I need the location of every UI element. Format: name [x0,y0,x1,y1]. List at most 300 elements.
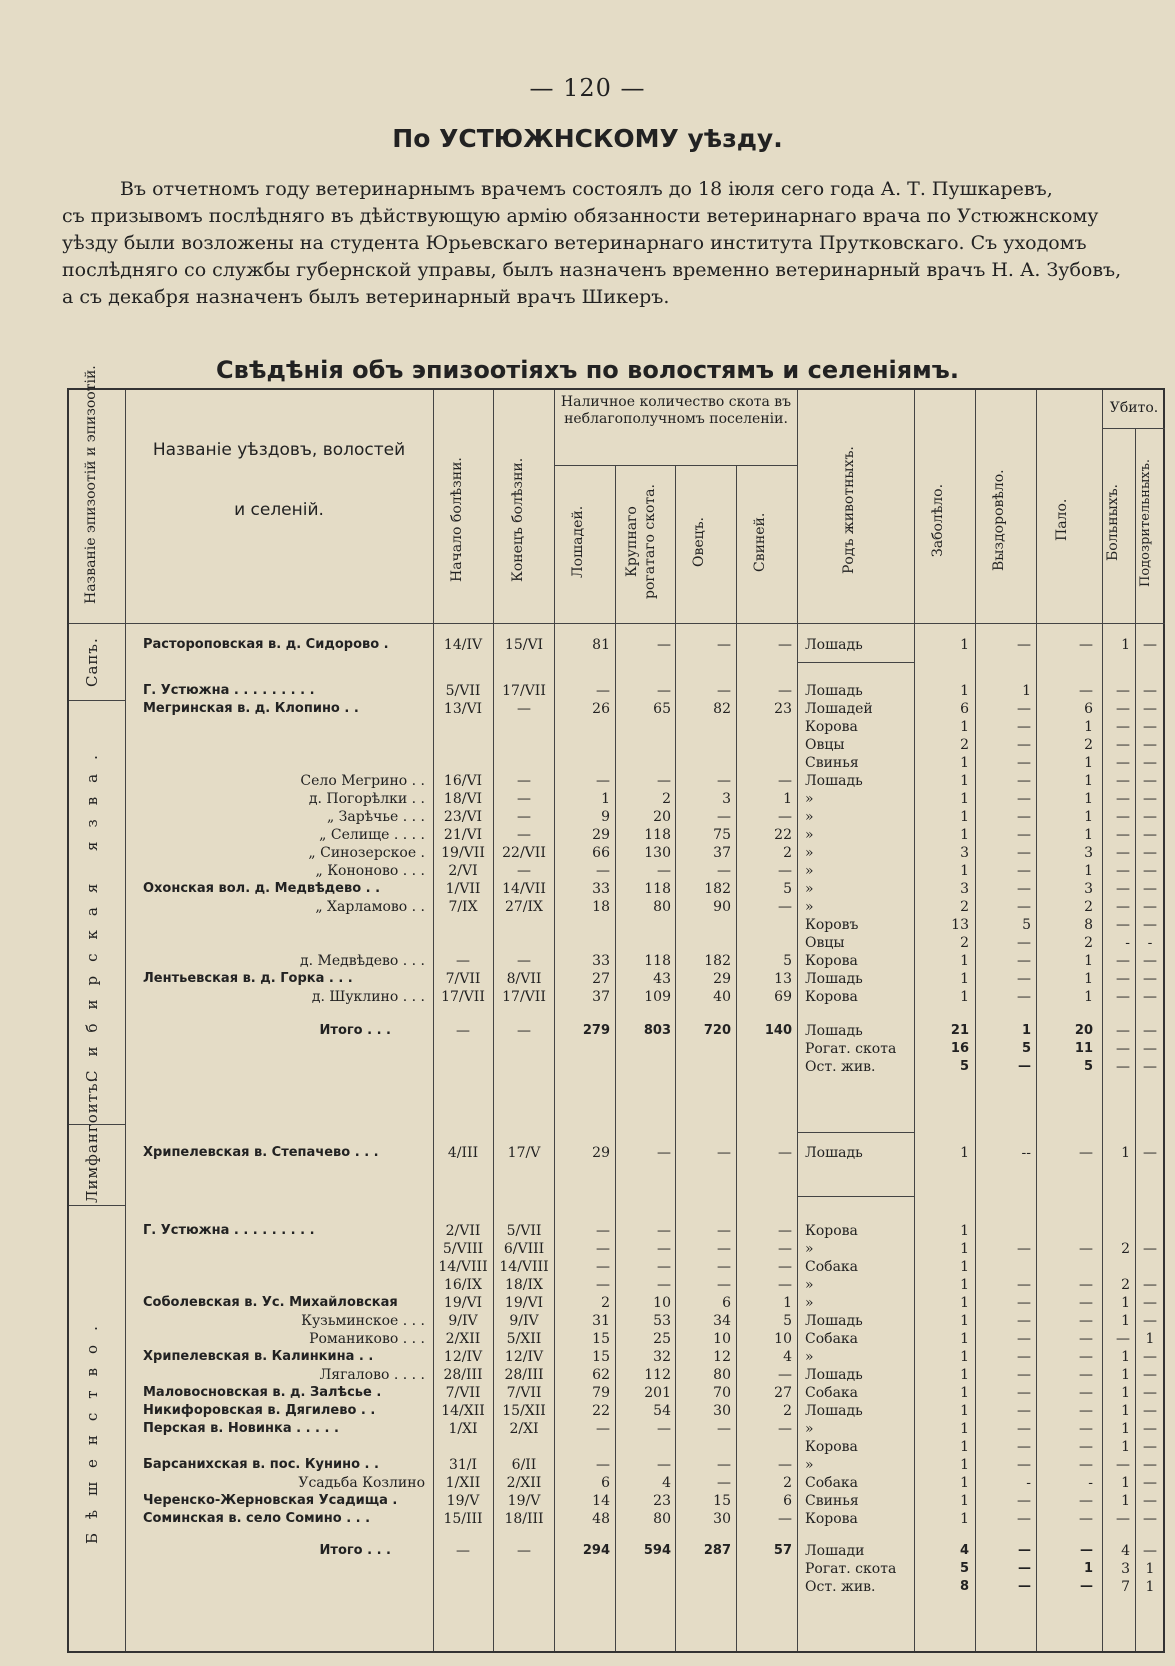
cell-end: — [517,827,531,843]
intro-line: а съ декабря назначенъ былъ ветеринарный врачъ Шикеръ. [62,286,670,308]
kind-divider [797,1196,914,1197]
cell-start: 16/VI [443,773,483,789]
cell-c: — [657,1241,671,1257]
cell-ill: 1 [960,1475,969,1491]
cell-p: — [778,809,792,825]
place-name: д. Шуклино . . . [311,989,425,1005]
cell-end: 14/VIII [499,1259,549,1275]
cell-ill: 1 [960,773,969,789]
cell-h: 81 [592,637,610,653]
cell-kind: Лошадь [805,1313,863,1329]
page-title: По УСТЮЖНСКОМУ уѣзду. [392,124,783,153]
cell-rec: — [1017,773,1031,789]
cell-susp: — [1143,791,1157,807]
cell-sick: 1 [1121,1349,1130,1365]
place-name: „ Селище . . . . [319,827,425,843]
cell-susp: — [1143,1421,1157,1437]
cell-died: 1 [1084,827,1093,843]
cell-start: 14/XII [441,1403,485,1419]
cell-susp: — [1143,719,1157,735]
cell-sick: — [1116,953,1130,969]
cell-start: 17/VII [441,989,485,1005]
cell-start: 14/VIII [438,1259,488,1275]
cell-ill: 1 [960,1145,969,1161]
cell-susp: — [1143,1543,1157,1559]
cell-sick: 2 [1121,1241,1130,1257]
cell-p: — [778,899,792,915]
cell-kind: » [805,809,814,825]
cell-rec: - [1026,1475,1031,1491]
total-label: Итого . . . [319,1543,391,1558]
header-epizootic: Названіе эпизоотій и эпизоотій. [83,365,99,604]
cell-kind: » [805,1421,814,1437]
cell-sick: — [1116,971,1130,987]
cell-s: 12 [713,1349,731,1365]
cell-s: — [717,1277,731,1293]
cell-died: — [1079,1457,1093,1473]
cell-kind: Коровъ [805,917,859,933]
intro-line: съ призывомъ послѣдняго въ дѣйствующую армію обязанности ветеринарнаго врача по Устюжнскому [62,205,1099,227]
cell-sick: 1 [1121,1145,1130,1161]
cell-kind: Корова [805,1223,858,1239]
cell-start: 16/IX [443,1277,483,1293]
header-horses: Лошадей. [570,505,586,579]
cell-p: — [778,637,792,653]
cell-rec: — [1017,1295,1031,1311]
cell-ill: 1 [960,791,969,807]
cell-h: 6 [601,1475,610,1491]
cell-sick: — [1116,701,1130,717]
cell-kind: » [805,899,814,915]
cell-s: — [717,1223,731,1239]
cell-susp: — [1143,863,1157,879]
place-name: Кузьминское . . . [301,1313,425,1329]
cell-died: - [1088,1475,1093,1491]
header-livestock-group: Наличное количество скота въ неблагополучномъ поселеніи. [560,394,792,427]
cell-sick: 1 [1121,1475,1130,1491]
col-divider [554,390,555,1651]
intro-line: уѣзду были возложены на студента Юрьевскаго ветеринарнаго института Прутковскаго. Съ уходомъ [62,232,1087,254]
cell-end: — [517,863,531,879]
cell-susp: — [1143,1475,1157,1491]
cell-p: 23 [774,701,792,717]
cell-died: 1 [1084,809,1093,825]
cell-s: 34 [713,1313,731,1329]
cell-end: 14/VII [502,881,546,897]
cell-kind: Корова [805,1439,858,1455]
cell-h: — [596,683,610,699]
cell-rec: — [1017,899,1031,915]
cell-kind: Корова [805,1511,858,1527]
place-name: д. Погорѣлки . . [308,791,425,807]
cell-p: 1 [783,791,792,807]
cell-kind: Собака [805,1259,859,1275]
cell-end: 8/VII [506,971,542,987]
cell-rec: — [1017,791,1031,807]
cell-h: 15 [592,1331,610,1347]
cell-p: 13 [774,971,792,987]
cell-susp: — [1143,1385,1157,1401]
cell-sick: 1 [1121,1385,1130,1401]
cell-s: 90 [713,899,731,915]
cell-susp: — [1143,1439,1157,1455]
cell-s: — [717,1145,731,1161]
cell-p: 1 [783,1295,792,1311]
cell-susp: — [1143,1367,1157,1383]
cell-ill: 1 [960,1241,969,1257]
cell-ill: 13 [951,917,969,933]
cell-rec: — [1017,1277,1031,1293]
place-name: Черенско-Жерновская Усадища . [143,1493,398,1508]
cell-s: 30 [713,1511,731,1527]
cell-susp: — [1143,683,1157,699]
cell-susp: — [1143,809,1157,825]
cell-susp: — [1143,971,1157,987]
cell-died: 1 [1084,719,1093,735]
page-number: — 120 — [529,74,646,102]
cell-ill: 1 [960,683,969,699]
cell-end: 17/V [507,1145,541,1161]
cell-s: — [717,773,731,789]
place-name: „ Кононово . . . [315,863,425,879]
cell-start: — [456,1543,470,1559]
cell-end: 15/VI [504,637,544,653]
header-sheep: Овецъ. [691,517,707,568]
group-divider [69,1205,125,1206]
cell-h: — [596,863,610,879]
cell-end: 17/VII [502,989,546,1005]
cell-sick: 1 [1121,1493,1130,1509]
cell-c: 4 [662,1475,671,1491]
cell-sick: — [1116,827,1130,843]
cell-sick: — [1116,845,1130,861]
cell-c: 112 [644,1367,671,1383]
cell-h: 14 [592,1493,610,1509]
cell-start: 5/VIII [442,1241,484,1257]
cell-sick: — [1116,719,1130,735]
cell-susp: — [1143,899,1157,915]
cell-sick: — [1116,737,1130,753]
cell-kind: » [805,881,814,897]
cell-kind: Лошадь [805,637,863,653]
place-name: Никифоровская в. Дягилево . . [143,1403,376,1418]
cell-sick: 4 [1121,1543,1130,1559]
cell-ill: 3 [960,845,969,861]
cell-rec: — [1017,881,1031,897]
cell-ill: 1 [960,863,969,879]
cell-start: 21/VI [443,827,483,843]
cell-end: 9/IV [509,1313,539,1329]
cell-sick: 2 [1121,1277,1130,1293]
cell-rec: — [1017,827,1031,843]
cell-p: 2 [783,845,792,861]
intro-paragraph [62,176,1172,311]
cell-sick: 1 [1121,637,1130,653]
place-name: Романиково . . . [309,1331,425,1347]
cell-kind: Свинья [805,1493,859,1509]
cell-s: — [717,863,731,879]
cell-died: — [1080,1579,1093,1594]
place-name: Растороповская в. д. Сидорово . [143,637,389,652]
cell-ill: 1 [960,1331,969,1347]
cell-c: — [657,863,671,879]
cell-c: — [657,1223,671,1239]
cell-p: 2 [783,1475,792,1491]
cell-start: 28/III [443,1367,483,1383]
cell-h: 9 [601,809,610,825]
cell-died: — [1079,1295,1093,1311]
cell-end: 19/VI [504,1295,544,1311]
header-divider [554,465,797,466]
cell-rec: — [1017,1367,1031,1383]
cell-ill: 1 [960,1439,969,1455]
cell-rec: — [1017,809,1031,825]
cell-sick: 1 [1121,1439,1130,1455]
cell-susp: — [1143,737,1157,753]
cell-susp: — [1143,845,1157,861]
cell-died: — [1079,1277,1093,1293]
cell-end: — [517,1023,531,1039]
cell-rec: — [1017,637,1031,653]
cell-p: — [778,1511,792,1527]
place-name: Усадьба Козлино [298,1475,425,1491]
intro-line: послѣдняго со службы губернской управы, былъ назначенъ временно ветеринарный врачъ Н. А. Зубовъ, [62,259,1122,281]
cell-rec: — [1017,845,1031,861]
cell-kind: Свинья [805,755,859,771]
cell-c: 594 [643,1543,671,1558]
cell-died: 20 [1074,1023,1093,1038]
group-label-rabies: Бѣшенство. [83,1312,101,1544]
col-divider [125,390,126,1651]
header-cattle: Крупнаго рогатаго скота. [624,484,658,600]
cell-rec: 5 [1021,1041,1031,1056]
cell-h: 31 [592,1313,610,1329]
cell-s: 80 [713,1367,731,1383]
cell-start: 31/I [448,1457,478,1473]
cell-susp: — [1143,827,1157,843]
cell-c: 80 [653,899,671,915]
cell-sick: 7 [1121,1579,1130,1595]
cell-p: 27 [774,1385,792,1401]
cell-rec: — [1017,1493,1031,1509]
cell-c: 201 [644,1385,671,1401]
cell-susp: — [1143,773,1157,789]
cell-died: 1 [1084,953,1093,969]
place-name: „ Зарѣчье . . . [326,809,425,825]
cell-start: — [456,1023,470,1039]
col-divider [975,390,976,1651]
total-label: Итого . . . [319,1023,391,1038]
cell-start: 12/IV [443,1349,483,1365]
cell-ill: 4 [959,1543,969,1558]
cell-ill: 1 [960,953,969,969]
cell-susp: — [1143,1349,1157,1365]
col-divider [797,390,798,1651]
cell-sick: — [1116,899,1130,915]
cell-h: 294 [582,1543,610,1558]
cell-died: 2 [1084,737,1093,753]
cell-c: — [657,637,671,653]
cell-sick: 1 [1121,1295,1130,1311]
cell-end: 27/IX [504,899,544,915]
cell-susp: — [1143,1295,1157,1311]
place-name: Перская в. Новинка . . . . . [143,1421,339,1436]
cell-p: 5 [783,1313,792,1329]
cell-h: 2 [601,1295,610,1311]
place-name: Охонская вол. д. Медвѣдево . . [143,881,381,896]
cell-s: 15 [713,1493,731,1509]
cell-died: 6 [1084,701,1093,717]
cell-p: — [778,863,792,879]
cell-died: — [1079,1145,1093,1161]
cell-rec: — [1017,1241,1031,1257]
cell-s: — [717,683,731,699]
cell-h: — [596,1421,610,1437]
cell-rec: — [1017,1403,1031,1419]
cell-c: 25 [653,1331,671,1347]
cell-rec: — [1017,1349,1031,1365]
cell-ill: 1 [960,1277,969,1293]
cell-h: — [596,1223,610,1239]
cell-kind: » [805,1241,814,1257]
cell-sick: 1 [1121,1313,1130,1329]
cell-c: 53 [653,1313,671,1329]
cell-end: 12/IV [504,1349,544,1365]
cell-rec: — [1017,1439,1031,1455]
cell-susp: — [1143,1241,1157,1257]
cell-end: — [517,809,531,825]
col-divider [433,390,434,1651]
cell-rec: — [1018,1561,1031,1576]
cell-rec: — [1017,1511,1031,1527]
cell-h: 33 [592,881,610,897]
cell-p: — [778,1457,792,1473]
cell-ill: 1 [960,1295,969,1311]
cell-susp: — [1143,1493,1157,1509]
cell-ill: 1 [960,1223,969,1239]
cell-end: 6/VIII [503,1241,545,1257]
cell-sick: — [1116,773,1130,789]
cell-ill: 1 [960,1259,969,1275]
cell-kind: Ост. жив. [805,1059,876,1075]
cell-kind: Овцы [805,935,845,951]
cell-ill: 8 [959,1579,969,1594]
cell-s: 287 [703,1543,731,1558]
header-name-b: и селеній. [234,500,324,520]
cell-p: — [778,773,792,789]
cell-h: 29 [592,827,610,843]
cell-died: — [1079,1403,1093,1419]
cell-rec: — [1017,1385,1031,1401]
cell-ill: 1 [960,971,969,987]
cell-c: — [657,1145,671,1161]
cell-start: 9/IV [448,1313,478,1329]
header-suspect: Подозрительныхъ. [1138,458,1153,588]
cell-susp: — [1143,755,1157,771]
cell-died: 1 [1084,863,1093,879]
header-end: Конецъ болѣзни. [510,457,526,583]
cell-p: — [778,1277,792,1293]
cell-died: 11 [1074,1041,1093,1056]
cell-rec: — [1018,1543,1031,1558]
cell-kind: Лошадь [805,683,863,699]
cell-start: 19/VII [441,845,485,861]
cell-died: 1 [1084,791,1093,807]
cell-sick: — [1116,1059,1130,1075]
cell-c: 32 [653,1349,671,1365]
cell-end: — [517,791,531,807]
cell-rec: 1 [1022,683,1031,699]
cell-s: 182 [704,881,731,897]
cell-ill: 1 [960,1313,969,1329]
cell-start: 5/VII [445,683,481,699]
cell-start: 7/VII [445,1385,481,1401]
cell-died: 5 [1083,1059,1093,1074]
place-name: Хрипелевская в. Калинкина . . [143,1349,374,1364]
cell-start: 15/III [443,1511,483,1527]
cell-ill: 1 [960,989,969,1005]
cell-s: 29 [713,971,731,987]
cell-s: 720 [703,1023,731,1038]
cell-died: — [1079,637,1093,653]
cell-p: 5 [783,881,792,897]
cell-p: 57 [773,1543,792,1558]
header-sick: Больныхъ. [1105,484,1121,562]
cell-ill: 1 [960,1349,969,1365]
cell-p: — [778,1241,792,1257]
header-divider [69,623,1165,624]
group-label-glanders: Сапъ. [83,637,101,687]
cell-start: 23/VI [443,809,483,825]
col-divider [1102,390,1103,1651]
cell-start: 1/XI [448,1421,478,1437]
cell-s: — [717,1457,731,1473]
cell-susp: — [1143,1511,1157,1527]
col-divider [615,465,616,1651]
cell-kind: » [805,863,814,879]
col-divider [1036,390,1037,1651]
cell-kind: Корова [805,953,858,969]
cell-h: 33 [592,953,610,969]
cell-h: 1 [601,791,610,807]
cell-ill: 5 [959,1561,969,1576]
cell-rec: — [1017,1421,1031,1437]
cell-p: — [778,683,792,699]
group-label-anthrax: Сибирская язва. [83,741,101,1083]
group-label-lymphangitis: Лимфангоитъ. [83,1076,101,1203]
cell-rec: — [1018,1059,1031,1074]
cell-h: — [596,1241,610,1257]
cell-h: — [596,773,610,789]
cell-susp: — [1143,701,1157,717]
cell-h: 27 [592,971,610,987]
place-name: Соминская в. село Сомино . . . [143,1511,371,1526]
cell-susp: — [1143,989,1157,1005]
cell-p: 5 [783,953,792,969]
cell-died: — [1079,1367,1093,1383]
cell-ill: 1 [960,637,969,653]
cell-c: — [657,773,671,789]
cell-ill: 21 [950,1023,969,1038]
cell-kind: » [805,1457,814,1473]
cell-p: 69 [774,989,792,1005]
header-start: Начало болѣзни. [449,457,465,583]
cell-start: 2/VI [448,863,478,879]
cell-susp: — [1143,1277,1157,1293]
cell-susp: — [1143,1457,1157,1473]
cell-s: — [717,1241,731,1257]
place-name: Лентьевская в. д. Горка . . . [143,971,353,986]
